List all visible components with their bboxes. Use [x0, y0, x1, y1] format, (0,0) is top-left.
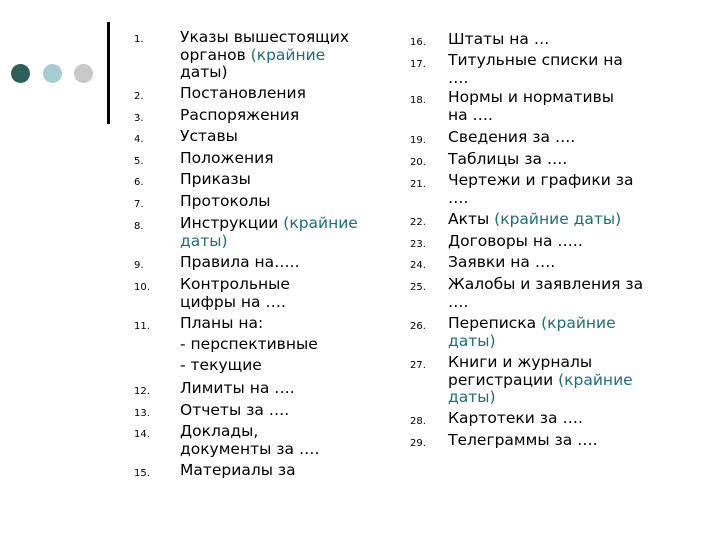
list-text: Планы на:: [180, 314, 264, 332]
list-text: Картотеки за ….: [448, 409, 583, 427]
list-number: 16.: [410, 37, 426, 48]
list-text: Постановления: [180, 84, 306, 102]
list-number: 5.: [134, 156, 144, 167]
list-text: даты): [180, 231, 228, 250]
list-text: даты): [180, 63, 228, 81]
list-text: Контрольные: [180, 275, 290, 293]
list-number: 6.: [134, 177, 144, 188]
list-number: 21.: [410, 179, 426, 190]
list-number: 22.: [410, 217, 426, 228]
list-number: 7.: [134, 199, 144, 210]
list-number: 12.: [134, 386, 150, 397]
light-blue-dot-decoration: [43, 64, 62, 83]
list-text: Материалы за: [180, 461, 296, 479]
list-text: Телеграммы за ….: [448, 431, 598, 449]
list-text: Жалобы и заявления за: [448, 275, 644, 293]
list-text: Переписка (крайние: [448, 314, 616, 332]
dark-dot-decoration: [11, 64, 30, 83]
list-text: Доклады,: [180, 422, 259, 440]
list-number: 25.: [410, 282, 426, 293]
list-text: Штаты на …: [448, 30, 550, 48]
list-text: - текущие: [180, 356, 262, 374]
list-number: 28.: [410, 416, 426, 427]
list-text: Договоры на …..: [448, 232, 583, 250]
list-number: 27.: [410, 360, 426, 371]
list-number: 2.: [134, 91, 144, 102]
list-text: органов (крайние: [180, 45, 326, 64]
gray-dot-decoration: [74, 64, 93, 83]
list-text: Сведения за ….: [448, 128, 576, 146]
list-text: регистрации (крайние: [448, 370, 633, 389]
list-text: Заявки на ….: [448, 253, 556, 271]
list-number: 1.: [134, 34, 144, 45]
list-text: Приказы: [180, 170, 251, 188]
list-text: ….: [448, 292, 469, 311]
list-number: 24.: [410, 260, 426, 271]
list-number: 8.: [134, 221, 144, 232]
list-text: Чертежи и графики за: [448, 171, 634, 189]
list-text: Инструкции (крайние: [180, 214, 358, 232]
list-text: Титульные списки на: [448, 51, 623, 69]
list-number: 19.: [410, 135, 426, 146]
list-number: 18.: [410, 95, 426, 106]
list-text: цифры на ….: [180, 292, 286, 311]
list-text: Указы вышестоящих: [180, 28, 350, 46]
list-text: Отчеты за ….: [180, 401, 290, 419]
list-text: ….: [448, 68, 469, 87]
list-number: 9.: [134, 260, 144, 271]
list-text: Нормы и нормативы: [448, 88, 614, 106]
list-number: 10.: [134, 282, 150, 293]
list-number: 26.: [410, 321, 426, 332]
list-number: 29.: [410, 438, 426, 449]
list-text: Распоряжения: [180, 106, 300, 124]
list-text: даты): [448, 331, 496, 350]
list-text: Таблицы за ….: [448, 150, 568, 168]
list-number: 17.: [410, 59, 426, 70]
list-text: даты): [448, 388, 496, 406]
list-text: Уставы: [180, 127, 238, 145]
list-text: Правила на…..: [180, 253, 300, 271]
list-text: - перспективные: [180, 335, 318, 353]
list-text: ….: [448, 188, 469, 207]
list-number: 20.: [410, 157, 426, 168]
list-text: Акты (крайние даты): [448, 210, 622, 228]
vertical-rule: [107, 22, 110, 124]
list-number: 15.: [134, 468, 150, 479]
list-text: Книги и журналы: [448, 353, 593, 371]
list-text: Положения: [180, 149, 274, 167]
list-number: 13.: [134, 408, 150, 419]
list-number: 3.: [134, 113, 144, 124]
list-number: 11.: [134, 321, 150, 332]
list-text: на ….: [448, 105, 493, 124]
list-number: 23.: [410, 239, 426, 250]
list-text: Лимиты на ….: [180, 379, 295, 397]
list-text: документы за ….: [180, 439, 320, 458]
list-number: 4.: [134, 134, 144, 145]
list-number: 14.: [134, 429, 150, 440]
list-text: Протоколы: [180, 192, 271, 210]
